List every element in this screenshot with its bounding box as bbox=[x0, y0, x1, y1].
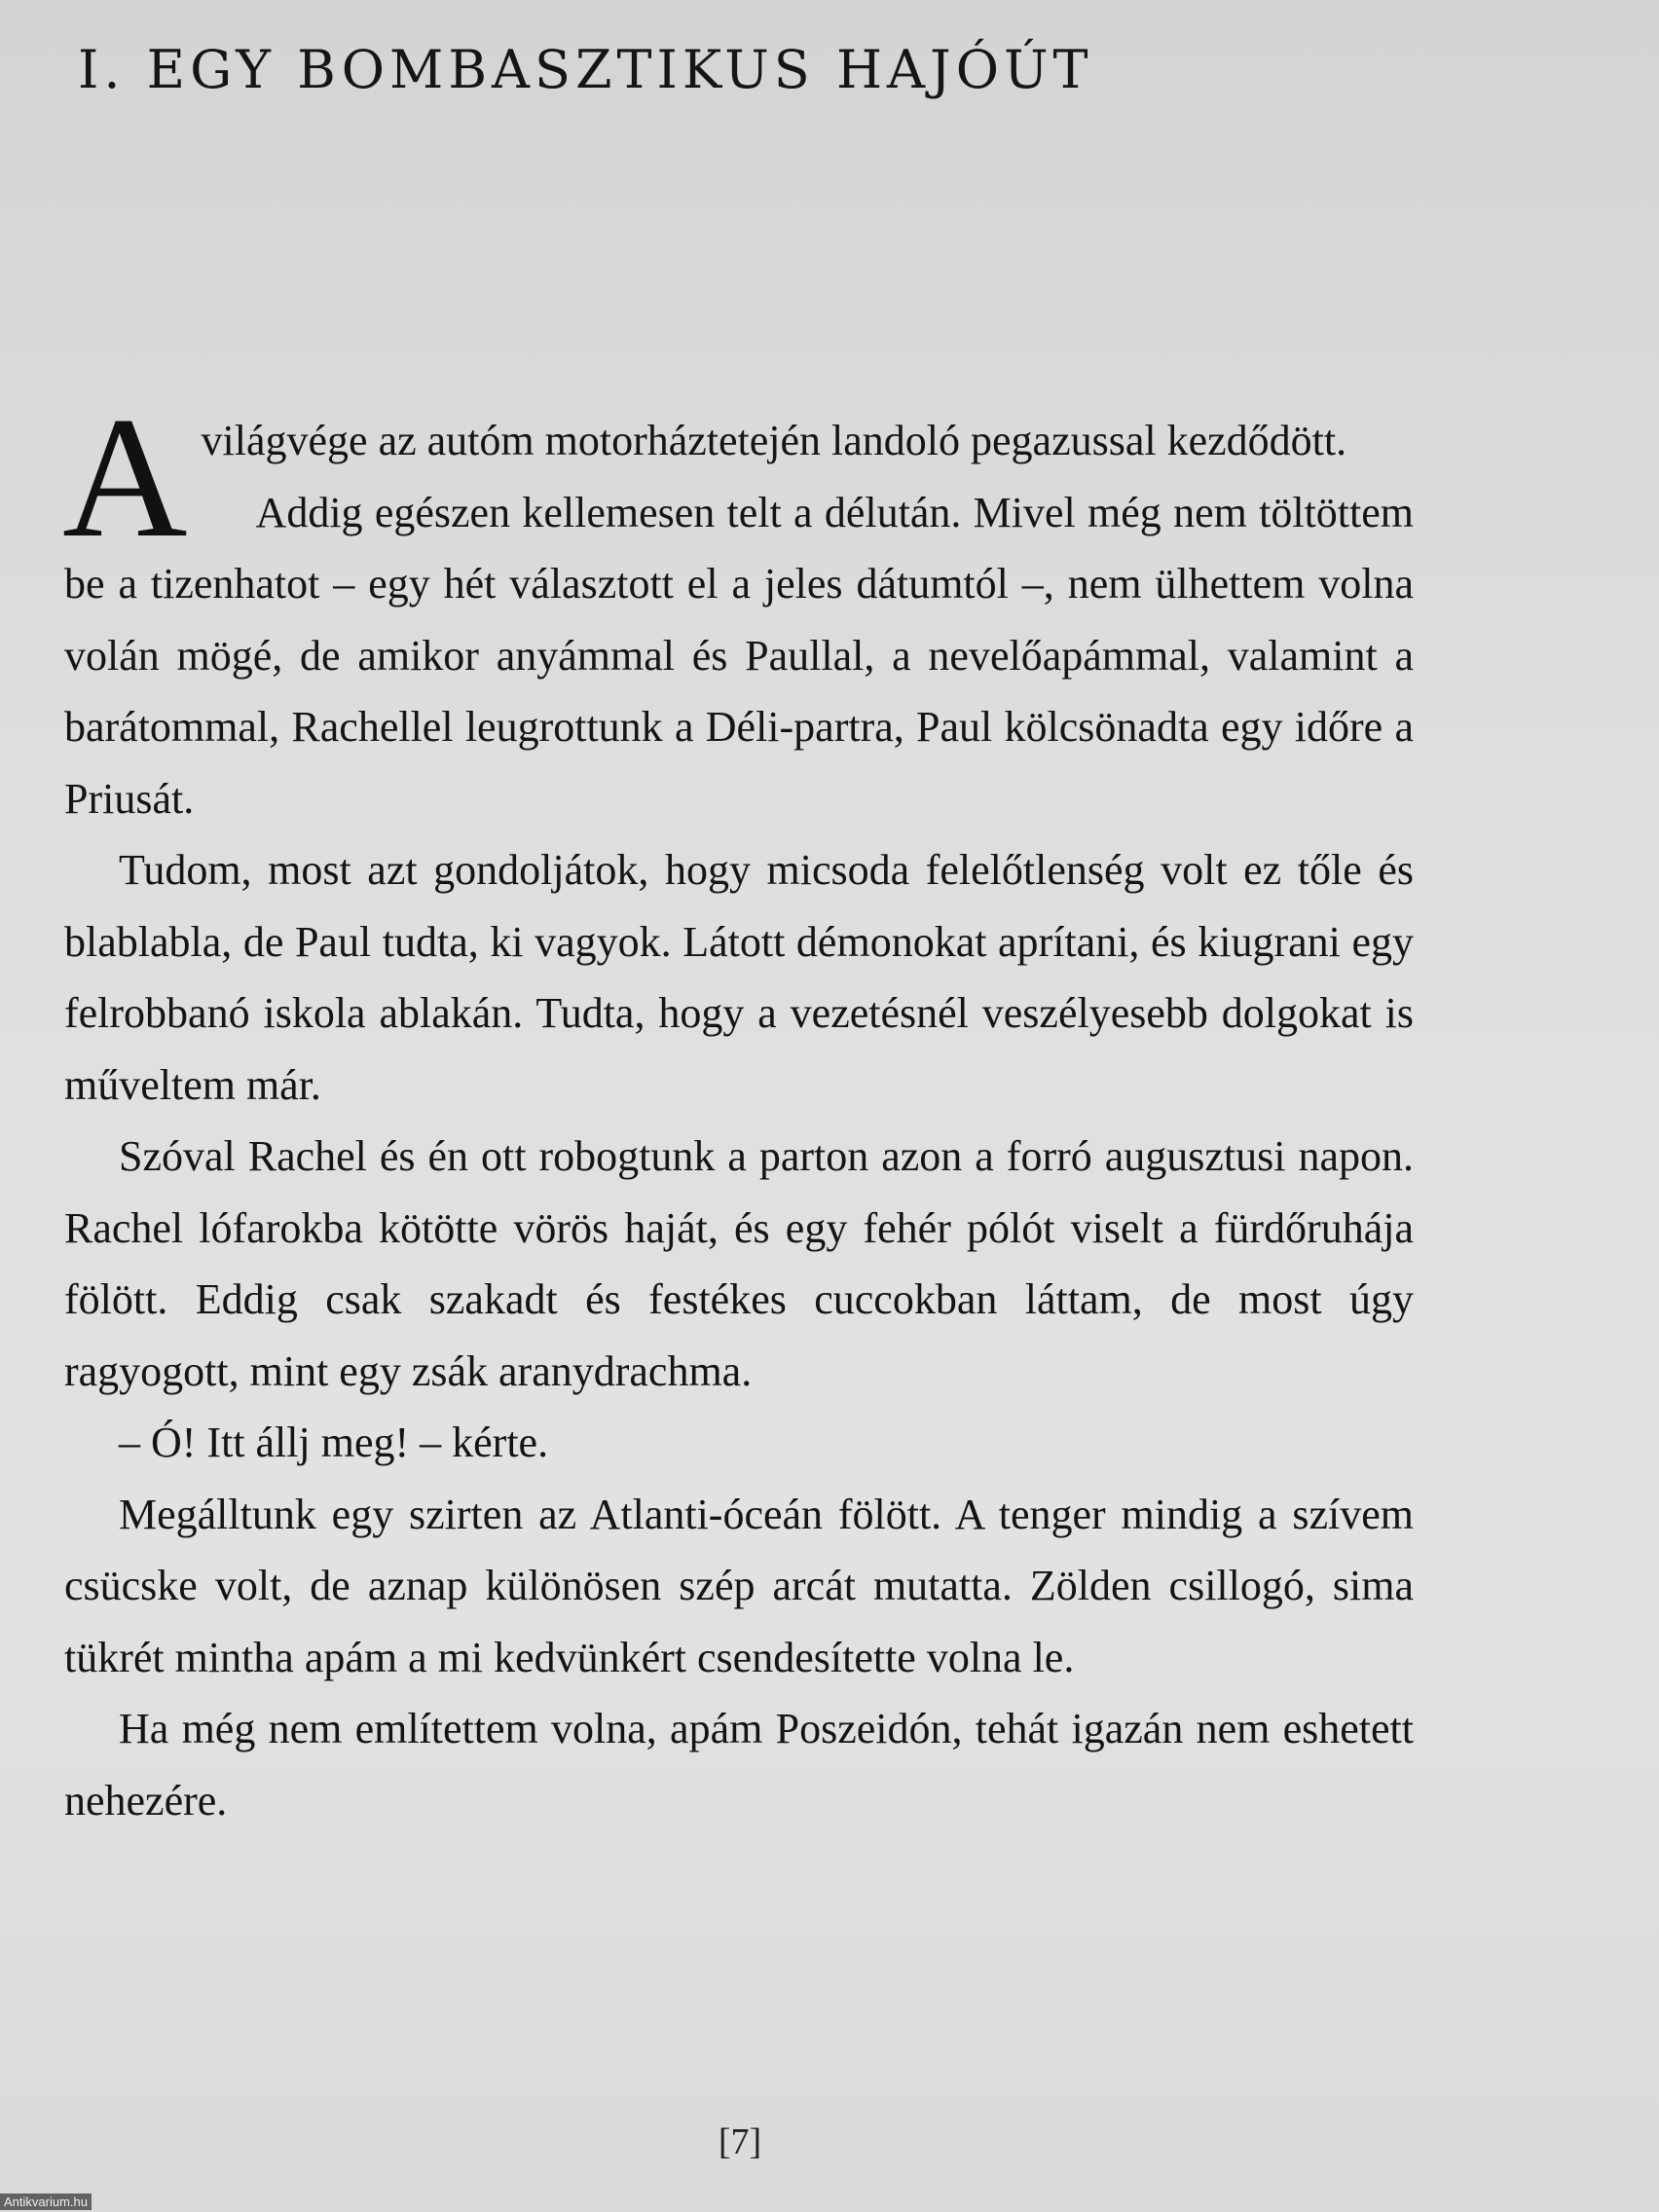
paragraph-7: Ha még nem említettem volna, apám Poszeidón, tehát igazán nem eshetett nehezére. bbox=[64, 1705, 1414, 1825]
page-number: [7] bbox=[718, 2121, 762, 2162]
paragraph-1 bbox=[62, 381, 1414, 573]
drop-cap: A bbox=[62, 381, 188, 573]
watermark: Antikvarium.hu bbox=[0, 2194, 92, 2210]
paragraph-4: Szóval Rachel és én ott robogtunk a parton azon a forró augusztusi napon. Rachel lófarokba kötötte vörös haját, és egy fehér pólót viselt a fürdőruhája fölött. Eddig csak szakadt és festékes cuccokban láttam, de most úgy ragyogott, mint egy zsák aranydrachma. bbox=[64, 1132, 1414, 1395]
paragraph-2: Addig egészen kellemesen telt a délután. Mivel még nem töltöttem be a tizenhatot – egy hét választott el a jeles dátumtól –, nem ülhettem volna volán mögé, de amikor anyámmal és Paullal, a nevelőapámmal, valamint a barátommal, Rachellel leugrottunk a Déli-partra, Paul kölcsönadta egy időre a Priusát. bbox=[64, 488, 1414, 823]
paragraph-3: Tudom, most azt gondoljátok, hogy micsoda felelőtlenség volt ez tőle és blablabla, de Paul tudta, ki vagyok. Látott démonokat aprítani, és kiugrani egy felrobbanó iskola ablakán. Tudta, hogy a vezetésnél veszélyesebb dolgokat is műveltem már. bbox=[64, 846, 1414, 1109]
chapter-title: I. EGY BOMBASZTIKUS HAJÓÚT bbox=[78, 39, 1093, 100]
body-text bbox=[62, 381, 1414, 1836]
paragraph-6: Megálltunk egy szirten az Atlanti-óceán fölött. A tenger mindig a szívem csücske volt, de aznap különösen szép arcát mutatta. Zölden csillogó, sima tükrét mintha apám a mi kedvünkért csendesítette volna le. bbox=[64, 1490, 1414, 1681]
paragraph-5: – Ó! Itt állj meg! – kérte. bbox=[119, 1419, 549, 1466]
paragraph-1-text: világvége az autóm motorháztetején landoló pegazussal kezdődött. bbox=[201, 417, 1347, 464]
